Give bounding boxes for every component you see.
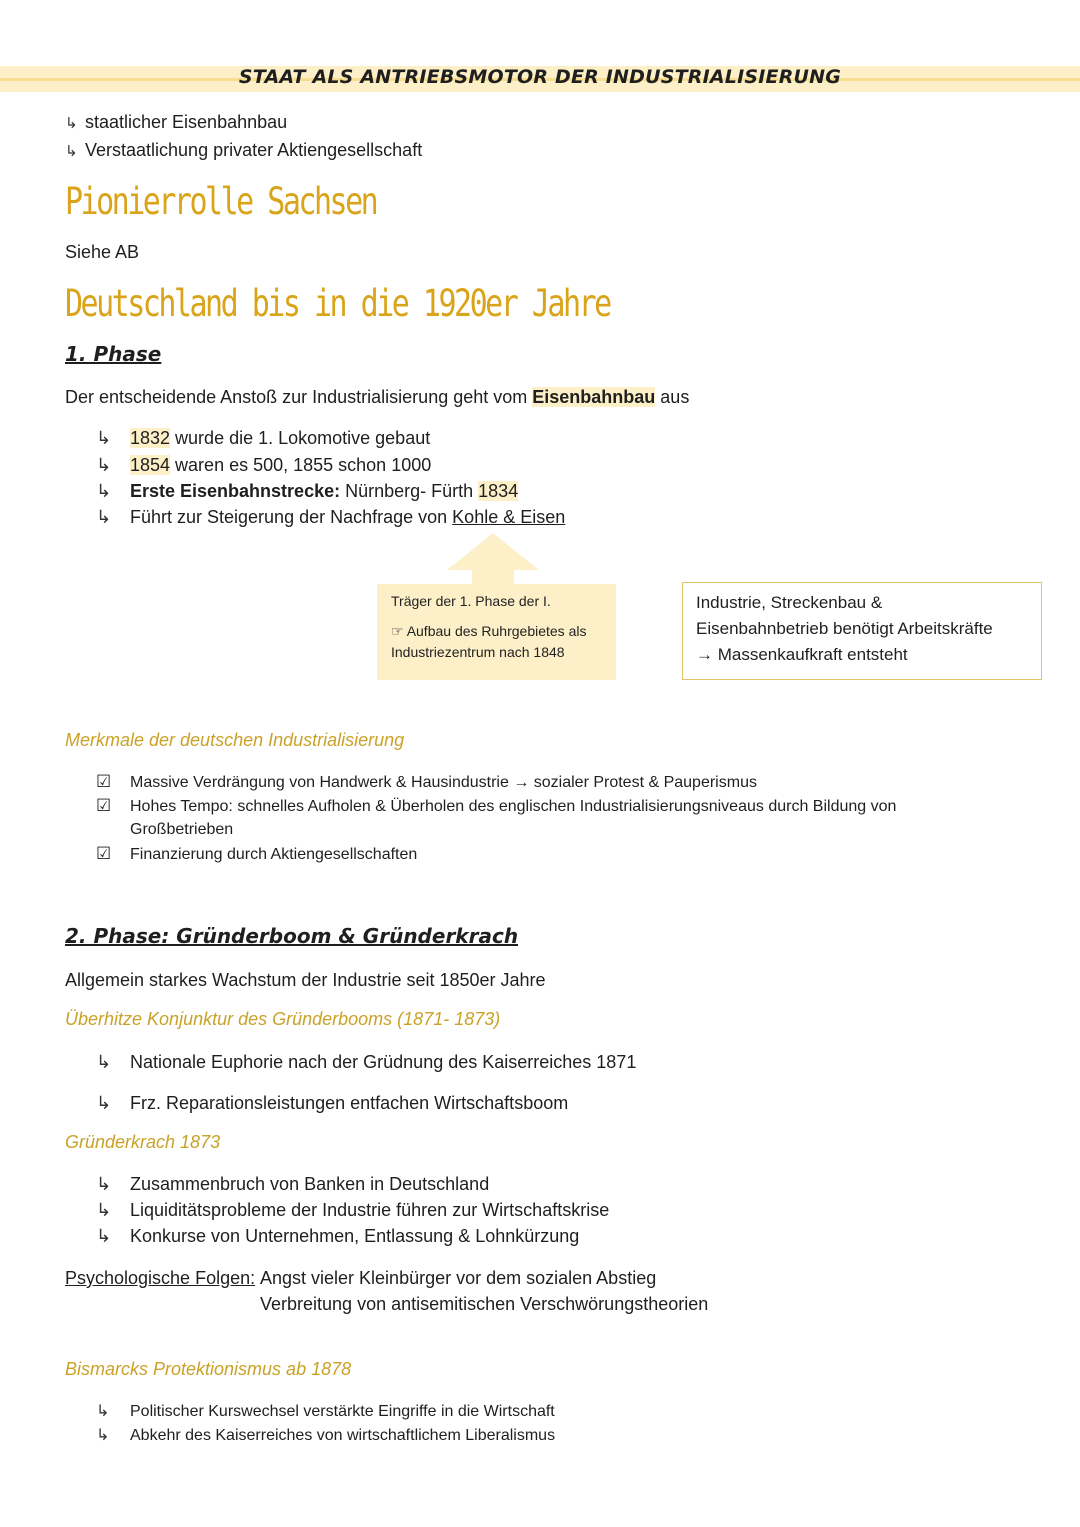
arrow-icon: ↳ (96, 1403, 110, 1420)
phase1-item: ↳ Erste Eisenbahnstrecke: Nürnberg- Fürth 1834 (96, 481, 519, 501)
phase2-intro: Allgemein starkes Wachstum der Industrie seit 1850er Jahre (65, 970, 546, 990)
up-arrow-icon (447, 533, 539, 570)
bismarck-item: ↳ Abkehr des Kaiserreiches von wirtschaftlichem Liberalismus (96, 1424, 555, 1448)
phase1-heading: 1. Phase (65, 342, 162, 366)
merkmal-item: ☑ Massive Verdrängung von Handwerk & Hausindustrie → sozialer Protest & Pauperismus (96, 770, 757, 795)
krach-heading: Gründerkrach 1873 (65, 1132, 221, 1152)
arrow-icon: ↳ (96, 507, 112, 527)
traeger-note: Träger der 1. Phase der I. ☞ Aufbau des Ruhrgebietes als Industriezentrum nach 1848 (377, 584, 616, 680)
phase1-item: ↳ Führt zur Steigerung der Nachfrage von Kohle & Eisen (96, 507, 566, 527)
arrow-icon: ↳ (96, 1226, 112, 1246)
checked-box-icon: ☑ (96, 796, 112, 815)
merkmal-item: ☑ Finanzierung durch Aktiengesellschaften (96, 842, 417, 867)
phase1-item: ↳ 1832 wurde die 1. Lokomotive gebaut (96, 428, 431, 448)
arrow-icon: ↳ (65, 143, 78, 160)
up-arrow-stem (472, 569, 514, 585)
checked-box-icon: ☑ (96, 844, 112, 863)
section-heading-sachsen: Pionierrolle Sachsen (65, 180, 377, 224)
section-heading-deutschland: Deutschland bis in die 1920er Jahre (65, 282, 610, 326)
page-title: STAAT ALS ANTRIEBSMOTOR DER INDUSTRIALISIERUNG (238, 66, 842, 88)
intro-item: ↳ Verstaatlichung privater Aktiengesellschaft (65, 138, 422, 164)
krach-item: ↳ Liquiditätsprobleme der Industrie führen zur Wirtschaftskrise (96, 1200, 610, 1220)
krach-item: ↳ Konkurse von Unternehmen, Entlassung & Lohnkürzung (96, 1226, 580, 1246)
merkmal-item-continued: Großbetrieben (130, 821, 234, 838)
checked-box-icon: ☑ (96, 772, 112, 791)
krach-item: ↳ Zusammenbruch von Banken in Deutschland (96, 1174, 490, 1194)
pointing-hand-icon: ☞ (391, 623, 404, 639)
phase1-intro: Der entscheidende Anstoß zur Industrialisierung geht vom Eisenbahnbau aus (65, 387, 690, 407)
boom-heading: Überhitze Konjunktur des Gründerbooms (1871- 1873) (65, 1009, 501, 1029)
boom-item: ↳ Nationale Euphorie nach der Grüdnung des Kaiserreiches 1871 (96, 1052, 637, 1072)
phase2-heading: 2. Phase: Gründerboom & Gründerkrach (65, 924, 519, 948)
psych-label: Psychologische Folgen: (65, 1268, 256, 1288)
boom-item: ↳ Frz. Reparationsleistungen entfachen Wirtschaftsboom (96, 1093, 569, 1113)
arrow-icon: ↳ (96, 455, 112, 475)
arbeitskraefte-box: Industrie, Streckenbau & Eisenbahnbetrieb benötigt Arbeitskräfte → Massenkaufkraft entsteht (682, 582, 1042, 680)
arrow-icon: ↳ (65, 115, 78, 132)
arrow-icon: ↳ (96, 1427, 110, 1444)
arrow-icon: ↳ (96, 1093, 112, 1113)
intro-item: ↳ staatlicher Eisenbahnbau (65, 110, 287, 136)
bismarck-heading: Bismarcks Protektionismus ab 1878 (65, 1359, 352, 1379)
arrow-icon: ↳ (96, 1200, 112, 1220)
sachsen-text: Siehe AB (65, 242, 140, 262)
arrow-icon: ↳ (96, 1174, 112, 1194)
bismarck-item: ↳ Politischer Kurswechsel verstärkte Eingriffe in die Wirtschaft (96, 1400, 555, 1424)
merkmale-heading: Merkmale der deutschen Industrialisierung (65, 730, 405, 750)
arrow-icon: ↳ (96, 1052, 112, 1072)
psych-line: Angst vieler Kleinbürger vor dem sozialen Abstieg (260, 1268, 657, 1288)
phase1-item: ↳ 1854 waren es 500, 1855 schon 1000 (96, 455, 432, 475)
merkmal-item: ☑ Hohes Tempo: schnelles Aufholen & Überholen des englischen Industrialisierungsniveaus durch Bildung von (96, 794, 896, 819)
arrow-icon: ↳ (96, 481, 112, 501)
arrow-icon: ↳ (96, 428, 112, 448)
psych-line: Verbreitung von antisemitischen Verschwörungstheorien (260, 1294, 709, 1314)
